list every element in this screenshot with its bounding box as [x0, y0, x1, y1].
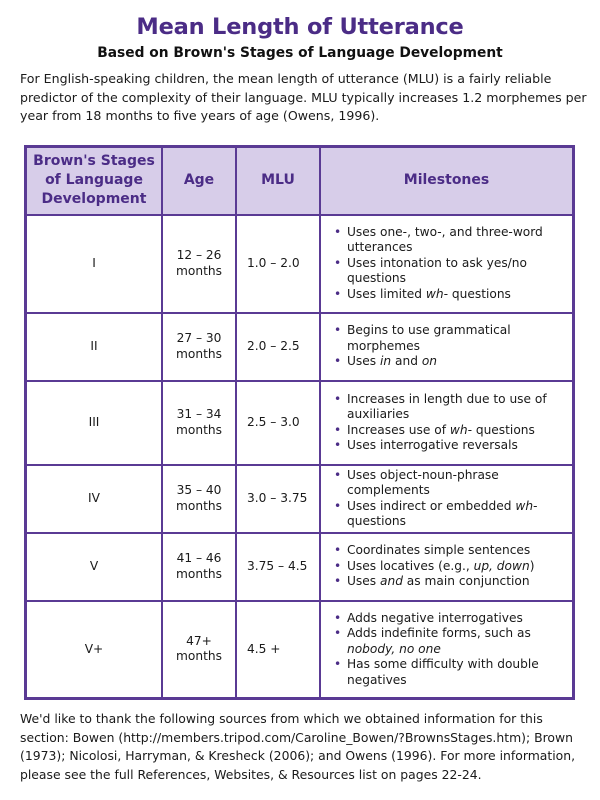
milestone-italic-text: up, down	[473, 558, 530, 573]
milestone-text: Has some difficulty with double negatives	[347, 657, 539, 687]
stage-cell: V+	[26, 601, 163, 699]
milestone-text: questions	[448, 286, 511, 301]
milestone-text: Uses interrogative reversals	[347, 438, 518, 452]
milestone-text: Uses indirect or embedded	[347, 498, 516, 513]
milestone-italic-text: nobody, no one	[347, 641, 441, 656]
milestone-item	[347, 438, 566, 454]
milestone-item	[347, 657, 566, 688]
milestone-italic-text: on	[421, 354, 437, 369]
mlu-cell: 3.75 – 4.5	[236, 533, 320, 601]
milestones-cell	[320, 601, 574, 699]
mlu-cell: 4.5 +	[236, 601, 320, 699]
milestone-item	[347, 392, 566, 423]
milestone-item	[347, 423, 566, 439]
milestone-text: questions	[347, 514, 407, 528]
milestone-item	[347, 543, 566, 559]
milestone-text: Adds negative interrogatives	[347, 610, 523, 625]
milestone-item	[347, 559, 566, 575]
milestone-text: Uses	[347, 574, 380, 589]
table-row	[26, 601, 574, 699]
milestone-italic-text: in	[380, 354, 392, 369]
milestone-text: )	[529, 558, 535, 573]
milestone-item	[347, 611, 566, 627]
milestones-list	[321, 225, 572, 303]
table-body	[26, 215, 574, 699]
milestone-item	[347, 468, 566, 499]
milestone-italic-text: and	[380, 574, 403, 589]
milestone-item	[347, 323, 566, 354]
milestone-item	[347, 626, 566, 657]
mlu-cell: 2.5 – 3.0	[236, 381, 320, 465]
milestone-text: and	[391, 354, 422, 369]
milestone-text: Uses intonation to ask yes/no questions	[347, 255, 527, 286]
milestone-item	[347, 499, 566, 530]
milestone-text: as main conjunction	[402, 574, 530, 589]
table-row	[26, 381, 574, 465]
stage-cell: I	[26, 215, 163, 313]
milestone-text: Uses limited	[347, 286, 426, 301]
age-cell: 27 – 30 months	[162, 313, 236, 381]
age-cell: 47+ months	[162, 601, 236, 699]
milestones-list	[321, 543, 572, 590]
page-subtitle: Based on Brown's Stages of Language Development	[97, 45, 503, 61]
milestones-cell	[320, 533, 574, 601]
intro-paragraph: For English-speaking children, the mean length of utterance (MLU) is a fairly reliable predictor of the complexity of their language. MLU typically increases 1.2 morphemes per year from 18 months to five years of age (Owens, 1996).	[20, 71, 587, 123]
milestones-cell	[320, 313, 574, 381]
milestone-item	[347, 354, 566, 370]
page-title: Mean Length of Utterance	[136, 14, 464, 40]
header-age: Age	[162, 147, 236, 215]
milestone-item	[347, 225, 566, 256]
stage-cell: IV	[26, 465, 163, 533]
stage-cell: V	[26, 533, 163, 601]
stage-cell: II	[26, 313, 163, 381]
milestone-text: Uses object-noun-phrase complements	[347, 467, 499, 497]
milestone-text: Uses	[347, 354, 380, 369]
milestone-italic-text: wh-	[515, 498, 538, 513]
milestones-list	[321, 611, 572, 689]
header-stages: Brown's Stages of Language Development	[26, 147, 163, 215]
milestones-list	[321, 392, 572, 454]
milestones-cell	[320, 215, 574, 313]
table-header-row	[26, 147, 574, 215]
mlu-cell: 3.0 – 3.75	[236, 465, 320, 533]
milestones-list	[321, 323, 572, 370]
milestone-item	[347, 287, 566, 303]
table-row	[26, 533, 574, 601]
age-cell: 41 – 46 months	[162, 533, 236, 601]
milestone-italic-text: wh-	[449, 422, 472, 437]
milestone-text: Increases in length due to use of auxiliaries	[347, 391, 547, 421]
mlu-cell: 1.0 – 2.0	[236, 215, 320, 313]
stage-cell: III	[26, 381, 163, 465]
header-milestones: Milestones	[320, 147, 574, 215]
footer-paragraph: We'd like to thank the following sources from which we obtained information for this section: Bowen (http://members.tripod.com/Caroline_Bowen/?BrownsStages.htm); Brown (1973); Nicolosi, Harryman, & Kresheck (2006); and Owens (1996). For more information, please see the full References, Websites, & Resources list on pages 22-24.	[20, 711, 576, 782]
milestone-text: Adds indefinite forms, such as	[347, 626, 531, 640]
table-row	[26, 313, 574, 381]
milestone-item	[347, 574, 566, 590]
milestones-cell	[320, 465, 574, 533]
table-row	[26, 465, 574, 533]
table-row	[26, 215, 574, 313]
age-cell: 12 – 26 months	[162, 215, 236, 313]
milestone-item	[347, 256, 566, 287]
milestones-cell	[320, 381, 574, 465]
milestone-text: Begins to use grammatical morphemes	[347, 323, 511, 353]
milestone-text: Uses locatives (e.g.,	[347, 558, 474, 573]
milestone-text: questions	[471, 422, 535, 437]
milestone-text: Coordinates simple sentences	[347, 543, 531, 558]
milestone-text: Uses one-, two-, and three-word utterances	[347, 224, 543, 255]
milestones-list	[321, 468, 572, 530]
mlu-table	[24, 145, 575, 700]
age-cell: 31 – 34 months	[162, 381, 236, 465]
mlu-cell: 2.0 – 2.5	[236, 313, 320, 381]
header-mlu: MLU	[236, 147, 320, 215]
milestone-text: Increases use of	[347, 422, 450, 437]
milestone-italic-text: wh-	[425, 286, 449, 301]
age-cell: 35 – 40 months	[162, 465, 236, 533]
